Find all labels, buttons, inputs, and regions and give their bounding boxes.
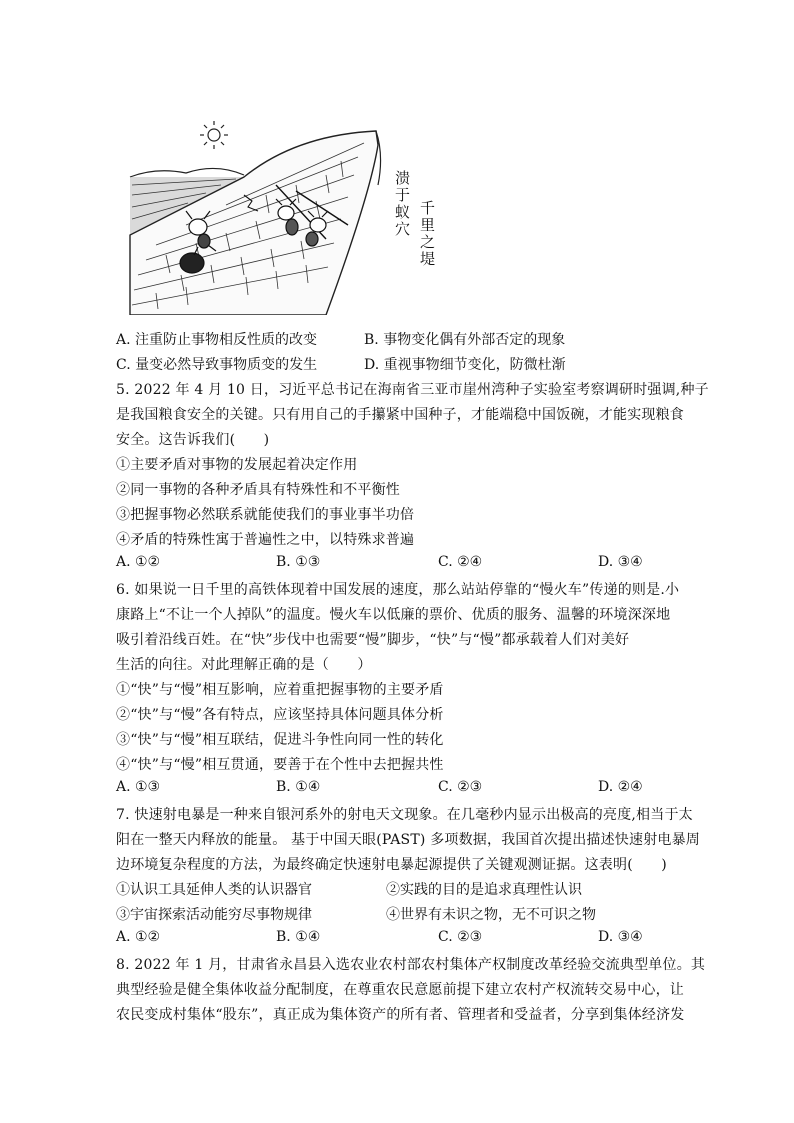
q4-option-b[interactable]: B. 事物变化偶有外部否定的现象 bbox=[364, 332, 566, 348]
q6-item-3: ③“快”与“慢”相互联结，促进斗争性向同一性的转化 bbox=[116, 732, 444, 748]
q5-item-4: ④矛盾的特殊性寓于普遍性之中，以特殊求普遍 bbox=[116, 532, 415, 548]
q7-option-a[interactable]: A. ①② bbox=[116, 929, 161, 945]
q7-item-2: ②实践的目的是追求真理性认识 bbox=[386, 882, 582, 898]
q7-option-b[interactable]: B. ①④ bbox=[276, 929, 321, 945]
q7-stem-line-3: 边环境复杂程度的方法，为最终确定快速射电暴起源提供了关键观测证据。这表明( ) bbox=[116, 857, 667, 873]
q8-stem-line-1: 8. 2022 年 1 月，甘肃省永昌县入选农业农村部农村集体产权制度改革经验交流典型单位。其 bbox=[116, 957, 706, 973]
q8-stem-line-2: 典型经验是健全集体收益分配制度，在尊重农民意愿前提下建立农村产权流转交易中心，让 bbox=[116, 982, 684, 998]
q7-option-c[interactable]: C. ②③ bbox=[438, 929, 483, 945]
q5-item-1: ①主要矛盾对事物的发展起着决定作用 bbox=[116, 457, 358, 473]
q7-stem-line-2: 阳在一整天内释放的能量。 基于中国天眼(PAST) 多项数据，我国首次提出描述快速射电暴周 bbox=[116, 832, 700, 848]
q6-stem-line-2: 康路上“不让一个人掉队”的温度。慢火车以低廉的票价、优质的服务、温馨的环境深深地 bbox=[116, 607, 671, 623]
q6-stem-line-1: 6. 如果说一日千里的高铁体现着中国发展的速度，那么站站停靠的“慢火车”传递的则是.小 bbox=[116, 582, 680, 598]
q5-item-3: ③把握事物必然联系就能使我们的事业事半功倍 bbox=[116, 507, 415, 523]
q6-item-2: ②“快”与“慢”各有特点，应该坚持具体问题具体分析 bbox=[116, 707, 444, 723]
sun-icon bbox=[200, 121, 228, 149]
q8-stem-line-3: 农民变成村集体“股东”，真正成为集体资产的所有者、管理者和受益者，分享到集体经济发 bbox=[116, 1007, 685, 1023]
q5-item-2: ②同一事物的各种矛盾具有特殊性和不平衡性 bbox=[116, 482, 400, 498]
q6-item-1: ①“快”与“慢”相互影响，应着重把握事物的主要矛盾 bbox=[116, 682, 444, 698]
q7-option-d[interactable]: D. ③④ bbox=[598, 929, 643, 945]
q6-stem-line-3: 吸引着沿线百姓。在“快”步伐中也需要“慢”脚步，“快”与“慢”都承载着人们对美好 bbox=[116, 632, 630, 648]
q6-stem-line-4: 生活的向往。对此理解正确的是（ ） bbox=[116, 657, 372, 673]
q4-option-d[interactable]: D. 重视事物细节变化，防微杜渐 bbox=[364, 357, 566, 373]
q5-stem-line-1: 5. 2022 年 4 月 10 日，习近平总书记在海南省三亚市崖州湾种子实验室考察调研时强调,种子 bbox=[116, 382, 709, 398]
q6-item-4: ④“快”与“慢”相互贯通，要善于在个性中去把握共性 bbox=[116, 757, 444, 773]
caption-right: 千里之堤 bbox=[420, 199, 436, 268]
q6-option-c[interactable]: C. ②③ bbox=[438, 779, 483, 795]
q4-option-c[interactable]: C. 量变必然导致事物质变的发生 bbox=[116, 357, 318, 373]
caption-left: 溃于蚁穴 bbox=[395, 169, 411, 238]
q6-option-a[interactable]: A. ①③ bbox=[116, 779, 161, 795]
q7-stem-line-1: 7. 快速射电暴是一种来自银河系外的射电天文现象。在几毫秒内显示出极高的亮度,相当于太 bbox=[116, 807, 693, 823]
dam-ant-illustration bbox=[126, 115, 388, 315]
q5-stem-line-2: 是我国粮食安全的关键。只有用自己的手攥紧中国种子，才能端稳中国饭碗，才能实现粮食 bbox=[116, 407, 684, 423]
q6-option-d[interactable]: D. ②④ bbox=[598, 779, 643, 795]
q5-option-a[interactable]: A. ①② bbox=[116, 554, 161, 570]
q7-item-3: ③宇宙探索活动能穷尽事物规律 bbox=[116, 907, 312, 923]
q7-item-4: ④世界有未识之物，无不可识之物 bbox=[386, 907, 596, 923]
q5-stem-line-3: 安全。这告诉我们( ) bbox=[116, 432, 270, 448]
q7-item-1: ①认识工具延伸人类的认识器官 bbox=[116, 882, 312, 898]
q6-option-b[interactable]: B. ①④ bbox=[276, 779, 321, 795]
q4-option-a[interactable]: A. 注重防止事物相反性质的改变 bbox=[116, 332, 318, 348]
q5-option-b[interactable]: B. ①③ bbox=[276, 554, 321, 570]
q5-option-d[interactable]: D. ③④ bbox=[598, 554, 643, 570]
q5-option-c[interactable]: C. ②④ bbox=[438, 554, 483, 570]
